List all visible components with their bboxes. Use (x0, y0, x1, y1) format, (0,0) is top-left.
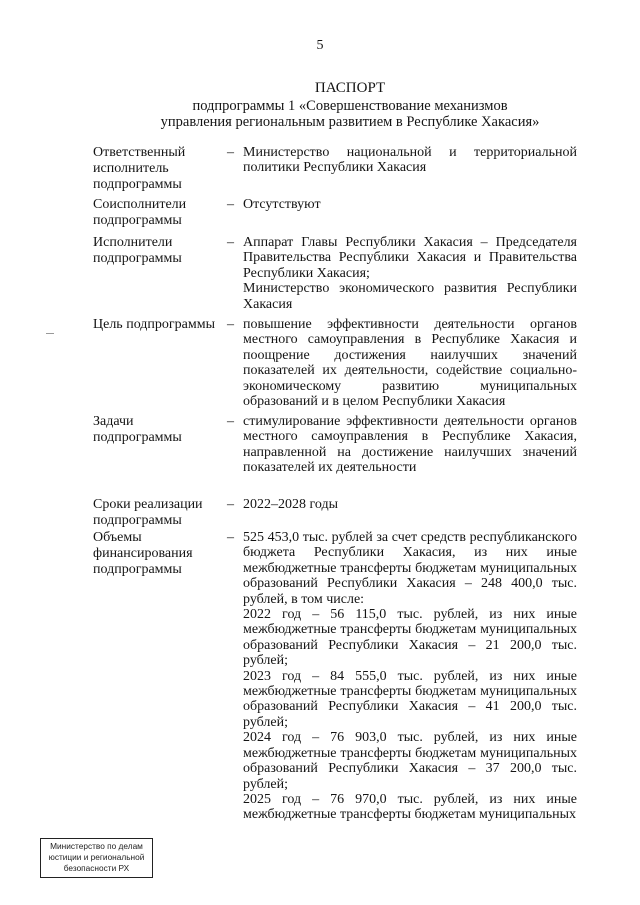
title-subprogram-line: управления региональным развитием в Республике Хакасия» (160, 114, 540, 130)
row-value-text: повышение эффективности деятельности органов местного самоуправления в Республике Хакасия и поощрение достижения наилучших значений показателей их деятельности, содействие социально-экономическому развитию муниципальных образований и в целом Республики Хакасия (243, 317, 577, 410)
row-label: Задачи подпрограммы (93, 414, 182, 445)
row-value (243, 414, 577, 476)
stamp-line: юстиции и региональной (48, 852, 145, 862)
row-value (243, 530, 577, 823)
row-value (243, 235, 577, 312)
row-value-text: 2022–2028 годы (243, 497, 339, 512)
row-value-text: 2022 год – 56 115,0 тыс. рублей, из них иные межбюджетные трансферты бюджетам муниципальных образований Республики Хакасия – 21 200,0 тыс. рублей; (243, 607, 577, 669)
title-subprogram-line: подпрограммы 1 «Совершенствование механизмов (192, 98, 508, 114)
row-value-text: Министерство национальной и территориальной политики Республики Хакасия (243, 145, 577, 176)
row-label: Объемы финансирования подпрограммы (93, 530, 193, 577)
row-dash: – (227, 235, 234, 250)
row-dash: – (227, 145, 234, 160)
row-value (243, 497, 577, 512)
row-value-text: Отсутствуют (243, 197, 321, 212)
row-value (243, 317, 577, 409)
row-dash: – (227, 530, 234, 545)
stamp-line: безопасности РХ (63, 863, 130, 873)
page-number: 5 (316, 38, 324, 53)
row-label: Цель подпрограммы (93, 317, 215, 332)
margin-mark (46, 333, 54, 334)
row-dash: – (227, 497, 234, 512)
row-value-text: 525 453,0 тыс. рублей за счет средств республиканского бюджета Республики Хакасия, из них иные межбюджетные трансферты бюджетам муниципальных образований Республики Хакасия – 248 400,0 тыс. рублей, в том числе: (243, 530, 577, 607)
document-title (0, 80, 640, 130)
row-value (243, 197, 577, 212)
row-value-text: Министерство экономического развития Республики Хакасия (243, 281, 577, 312)
stamp-line: Министерство по делам (50, 841, 143, 851)
row-dash: – (227, 414, 234, 429)
row-label: Исполнители подпрограммы (93, 235, 182, 266)
title-heading: ПАСПОРТ (314, 80, 386, 96)
row-value-text: 2023 год – 84 555,0 тыс. рублей, из них иные межбюджетные трансферты бюджетам муниципальных образований Республики Хакасия – 41 200,0 тыс. рублей; (243, 668, 577, 730)
row-value (243, 145, 577, 176)
row-dash: – (227, 317, 234, 332)
row-value-text: стимулирование эффективности деятельности органов местного самоуправления в Республике Хакасия, направленной на достижение наилучших значений показателей их деятельности (243, 414, 577, 476)
row-value-text: Аппарат Главы Республики Хакасия – Председателя Правительства Республики Хакасия и Правительства Республики Хакасия; (243, 235, 577, 281)
row-dash: – (227, 197, 234, 212)
row-value-text: 2025 год – 76 970,0 тыс. рублей, из них иные межбюджетные трансферты бюджетам муниципальных (243, 791, 577, 823)
row-label: Сроки реализации подпрограммы (93, 497, 203, 528)
registration-stamp (40, 838, 153, 878)
row-label: Соисполнители подпрограммы (93, 197, 187, 228)
row-value-text: 2024 год – 76 903,0 тыс. рублей, из них иные межбюджетные трансферты бюджетам муниципальных образований Республики Хакасия – 37 200,0 тыс. рублей; (243, 730, 577, 792)
row-label: Ответственный исполнитель подпрограммы (93, 145, 186, 192)
